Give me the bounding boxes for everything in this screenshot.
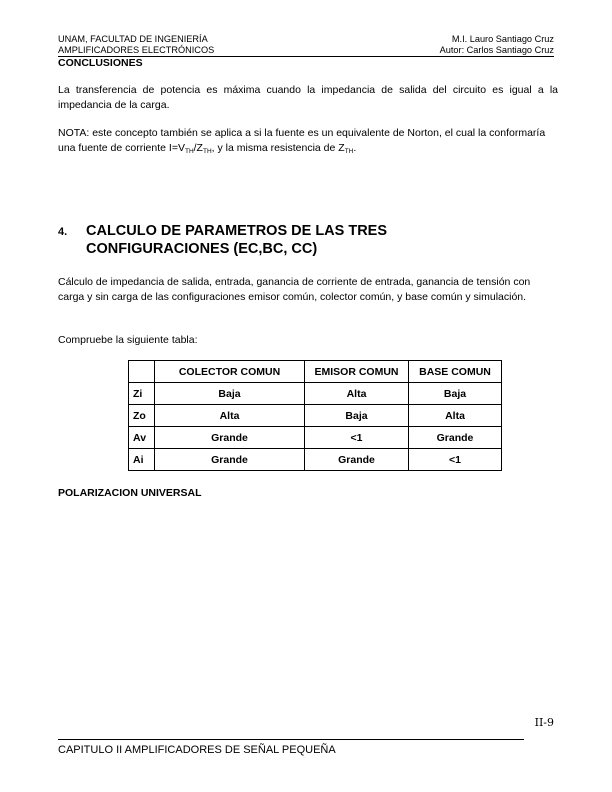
table-cell: Alta — [409, 405, 502, 427]
section-number: 4. — [58, 226, 68, 238]
table-row — [129, 427, 502, 449]
subheading-polarizacion: POLARIZACION UNIVERSAL — [58, 487, 202, 499]
table-cell: <1 — [305, 427, 409, 449]
header-author: Autor: Carlos Santiago Cruz — [439, 45, 554, 55]
footer-rule — [58, 739, 524, 740]
table-cell: <1 — [409, 449, 502, 471]
section-title-line2: CONFIGURACIONES (EC,BC, CC) — [86, 241, 318, 257]
table-cell: Baja — [305, 405, 409, 427]
table-cell: Baja — [155, 383, 305, 405]
table-cell: Grande — [409, 427, 502, 449]
table-instruction: Compruebe la siguiente tabla: — [58, 334, 198, 346]
col-header-colector: COLECTOR COMUN — [155, 361, 305, 383]
section-paragraph: Cálculo de impedancia de salida, entrada, ganancia de corriente de entrada, ganancia de tensión con carga y sin carga de las configuraciones emisor común, colector común, y base común y simulación. — [58, 276, 531, 303]
header-course: AMPLIFICADORES ELECTRÓNICOS — [58, 45, 215, 55]
table-cell: Baja — [409, 383, 502, 405]
note-end: . — [353, 142, 357, 154]
note-text-1: NOTA: este concepto también se aplica a si la fuente es un equivalente de Norton, el cual la conformaría una fuente de corriente I=V — [58, 127, 546, 154]
note-subscript-zth: TH — [202, 148, 212, 155]
table-corner-cell — [129, 361, 155, 383]
row-label: Zo — [129, 405, 155, 427]
conclusions-paragraph: La transferencia de potencia es máxima cuando la impedancia de salida del circuito es igual a la impedancia de la carga. — [58, 84, 558, 111]
col-header-emisor: EMISOR COMUN — [305, 361, 409, 383]
table-cell: Alta — [305, 383, 409, 405]
table-row — [129, 405, 502, 427]
row-label: Zi — [129, 383, 155, 405]
norton-note — [58, 126, 558, 156]
row-label: Av — [129, 427, 155, 449]
note-slash: /Z — [193, 142, 203, 154]
col-header-base: BASE COMUN — [409, 361, 502, 383]
page-number: II-9 — [534, 716, 554, 729]
chapter-footer: CAPITULO II AMPLIFICADORES DE SEÑAL PEQUEÑA — [58, 744, 336, 756]
configurations-table — [128, 360, 502, 471]
header-institution: UNAM, FACULTAD DE INGENIERÍA — [58, 34, 208, 44]
row-label: Ai — [129, 449, 155, 471]
table-row — [129, 383, 502, 405]
note-subscript-vth: TH — [184, 148, 194, 155]
table-cell: Alta — [155, 405, 305, 427]
conclusions-heading: CONCLUSIONES — [58, 57, 143, 69]
section-title-line1: CALCULO DE PARAMETROS DE LAS TRES — [86, 223, 388, 239]
table-cell: Grande — [305, 449, 409, 471]
header-professor: M.I. Lauro Santiago Cruz — [451, 34, 554, 44]
table-cell: Grande — [155, 427, 305, 449]
table-cell: Grande — [155, 449, 305, 471]
table-row — [129, 449, 502, 471]
table-header-row — [129, 361, 502, 383]
note-subscript-zth-2: TH — [344, 148, 354, 155]
note-text-2: , y la misma resistencia de Z — [211, 142, 345, 154]
